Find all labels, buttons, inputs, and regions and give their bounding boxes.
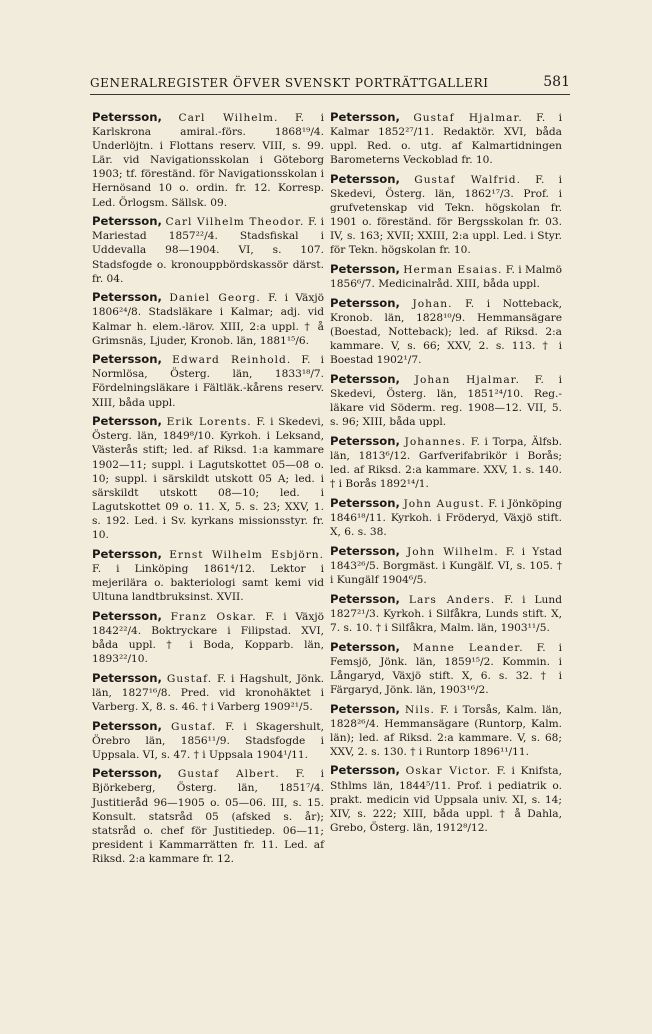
entry-surname: Petersson,	[330, 171, 400, 186]
register-entry	[92, 719, 324, 762]
entry-biography: F. i Torpa, Älfsb. län, 1813⁶/12. Garfverifabrikör i Borås; led. af Riksd. 2:a kammare. XXV, 1. s. 140. † i Borås 1892¹⁴/1.	[330, 435, 562, 491]
entry-biography: F. i Mariestad 1857²²/4. Stadsfiskal i Uddevalla 98—1904. VI, s. 107. Stadsfogde o. kronouppbördskassör därst. fr. 04.	[92, 216, 324, 285]
register-entry	[92, 671, 324, 714]
header-rule	[90, 94, 570, 95]
entry-surname: Petersson,	[330, 701, 400, 716]
entry-given-names: Gustaf Albert.	[177, 768, 280, 781]
register-entry	[92, 110, 324, 210]
entry-biography: F. i Skedevi, Österg. län, 1862¹⁷/3. Prof. i grufvetenskap vid Tekn. högskolan fr. 1901 o. föreständ. för Bergsskolan fr. 03. IV, s. 163; XVII; XXIII, 2:a uppl. Led. i Styr. för Tekn. högskolan fr. 10.	[330, 173, 563, 257]
register-entry	[92, 547, 324, 604]
entry-given-names: Carl Wilhelm.	[178, 112, 279, 124]
entry-given-names: Johan Hjalmar.	[414, 373, 520, 386]
register-entry	[330, 544, 562, 587]
entry-given-names: Gustaf.	[166, 672, 213, 685]
register-entry	[330, 640, 562, 697]
entry-surname: Petersson,	[92, 290, 162, 305]
entry-biography: F. i Hagshult, Jönk. län, 1827¹⁶/8. Pred. vid kronohäktet i Varberg. X, 8. s. 46. † i Varberg 1909²¹/5.	[92, 672, 324, 713]
register-entry	[92, 414, 324, 542]
entry-surname: Petersson,	[92, 608, 162, 623]
entry-surname: Petersson,	[330, 495, 400, 510]
register-entry	[330, 702, 562, 759]
entry-given-names: Johan.	[412, 297, 453, 310]
entry-given-names: Gustaf Walfrid.	[414, 173, 521, 186]
register-entry	[92, 609, 324, 666]
entry-given-names: Edward Reinhold.	[172, 354, 292, 367]
entry-biography: F. i Normlösa, Österg. län, 1833¹⁸/7. Fördelningsläkare i Fältläk.-kårens reserv. XIII, båda uppl.	[92, 354, 324, 409]
register-entry	[330, 296, 562, 367]
entry-biography: F. i Ystad 1843²⁶/5. Borgmäst. i Kungälf. VI, s. 105. † i Kungälf 1904⁶/5.	[330, 545, 563, 586]
register-entry	[92, 214, 324, 285]
entry-biography: F. i Knifsta, Sthlms län, 1844⁵/11. Prof. i pediatrik o. prakt. medicin vid Uppsala univ. XI, s. 14; XIV, s. 222; XIII, båda uppl. † å Dahla, Grebo, Österg. län, 1912⁸/12.	[330, 765, 562, 834]
entry-given-names: Nils.	[405, 703, 435, 716]
register-entry	[330, 110, 562, 167]
running-title: GENERALREGISTER ÖFVER SVENSKT PORTRÄTTGALLERI	[90, 76, 489, 90]
entry-biography: F. i Karlskrona amiral.-förs. 1868¹⁹/4. Underlöjtn. i Flottans reserv. VIII, s. 99. Lär. vid Navigationsskolan i Göteborg 1903; tf. föreständ. för Navigationsskolan i Hernösand 10 o. ordin. fr. 12. Korresp. Led. Örlogsm. Sällsk. 09.	[92, 112, 324, 209]
entry-given-names: Lars Anders.	[408, 593, 496, 606]
right-column	[330, 110, 562, 840]
entry-surname: Petersson,	[92, 110, 162, 124]
entry-surname: Petersson,	[330, 763, 400, 778]
left-column	[92, 110, 324, 871]
entry-given-names: Manne Leander.	[412, 641, 524, 654]
entry-biography: F. i Malmö 1856⁶/7. Medicinalråd. XIII, båda uppl.	[330, 264, 562, 291]
entry-surname: Petersson,	[92, 766, 162, 781]
entry-given-names: Gustaf.	[170, 720, 217, 733]
entry-surname: Petersson,	[330, 262, 400, 277]
register-entry	[92, 766, 324, 866]
entry-given-names: Johannes.	[404, 435, 467, 448]
register-entry	[330, 372, 562, 429]
entry-surname: Petersson,	[92, 670, 162, 685]
entry-surname: Petersson,	[92, 414, 162, 429]
entry-surname: Petersson,	[330, 295, 400, 310]
entry-surname: Petersson,	[92, 546, 162, 561]
register-entry	[330, 763, 562, 834]
entry-surname: Petersson,	[92, 352, 162, 367]
entry-given-names: Oskar Victor.	[405, 765, 491, 778]
entry-biography: F. i Notteback, Kronob. län, 1828¹⁰/9. Hemmansägare (Boestad, Notteback); led. af Riksd. 2:a kammare. V, s. 66; XXV, 2. s. 113. † i Boestad 1902¹/7.	[330, 297, 562, 367]
register-entry	[330, 172, 562, 258]
register-entry	[330, 262, 562, 291]
entry-surname: Petersson,	[330, 543, 400, 558]
entry-biography: F. i Torsås, Kalm. län, 1828²⁶/4. Hemmansägare (Runtorp, Kalm. län); led. af Riksd. 2:a kammare. V, s. 68; XXV, 2. s. 130. † i Runtorp 1896¹¹/11.	[330, 703, 562, 758]
entry-biography: F. i Växjö 1842²²/4. Boktryckare i Filipstad. XVI, båda uppl. † i Boda, Kopparb. län, 1893²²/10.	[92, 610, 324, 665]
entry-given-names: Daniel Georg.	[169, 292, 261, 305]
entry-surname: Petersson,	[330, 639, 400, 654]
entry-biography: F. i Skedevi, Österg. län, 1851²⁴/10. Reg.-läkare vid Söderm. reg. 1908—12. VII, 5. s. 96; XIII, båda uppl.	[330, 373, 562, 429]
register-entry	[330, 496, 562, 539]
entry-given-names: Franz Oskar.	[170, 610, 257, 623]
entry-surname: Petersson,	[92, 214, 162, 229]
entry-biography: F. i Lund 1827²¹/3. Kyrkoh. i Silfåkra, Lunds stift. X, 7. s. 10. † i Silfåkra, Malm. län, 1903¹¹/5.	[330, 593, 562, 634]
entry-biography: F. i Björkeberg, Österg. län, 1851⁷/4. Justitieråd 96—1905 o. 05—06. III, s. 15. Konsult. statsråd 05 (afsked s. år); statsråd o. chef för Justitiedep. 06—11; president i Kammarrätten fr. 11. Led. af Riksd. 2:a kammare fr. 12.	[92, 768, 324, 865]
entry-given-names: Erik Lorents.	[166, 416, 252, 429]
page-number: 581	[543, 74, 570, 90]
entry-surname: Petersson,	[92, 718, 162, 733]
register-entry	[92, 352, 324, 409]
entry-biography: F. i Jönköping 1846¹⁸/11. Kyrkoh. i Fröderyd, Växjö stift. X, 6. s. 38.	[330, 497, 562, 539]
register-entry	[330, 592, 562, 635]
entry-biography: F. i Femsjö, Jönk. län, 1859¹⁵/2. Kommin. i Långaryd, Växjö stift. X, 6. s. 32. † i Färgaryd, Jönk. län, 1903¹⁶/2.	[330, 641, 562, 696]
entry-given-names: John Wilhelm.	[406, 545, 499, 558]
entry-surname: Petersson,	[330, 110, 400, 124]
entry-surname: Petersson,	[330, 371, 400, 386]
entry-biography: F. i Kalmar 1852²⁷/11. Redaktör. XVI, båda uppl. Red. o. utg. af Kalmartidningen Barometerns Veckoblad fr. 10.	[330, 112, 562, 167]
entry-surname: Petersson,	[330, 591, 400, 606]
entry-biography: F. i Skagershult, Örebro län, 1856¹¹/9. Stadsfogde i Uppsala. VI, s. 47. † i Uppsala 1904¹/11.	[92, 720, 325, 761]
entry-given-names: Herman Esaias.	[403, 264, 503, 277]
entry-given-names: John August.	[403, 497, 485, 510]
entry-given-names: Carl Vilhelm Theodor.	[165, 216, 305, 229]
entry-given-names: Gustaf Hjalmar.	[413, 112, 523, 124]
entry-biography: F. i Linköping 1861⁴/12. Lektor i mejerilära o. bakteriologi samt kemi vid Ultuna landtbruksinst. XVII.	[92, 562, 324, 603]
entry-biography: F. i Skedevi, Österg. län, 1849⁸/10. Kyrkoh. i Leksand, Västerås stift; led. af Riksd. 1:a kammare 1902—11; suppl. i Lagutskottet 05—08 o. 10; suppl. i särskildt utskott 05 A; led. i särskildt utskott 08—10; led. i Lagutskottet 09 o. 11. X, 5. s. 23; XXV, 1. s. 192. Led. i Sv. kyrkans missionsstyr. fr. 10.	[92, 416, 324, 541]
entry-biography: F. i Växjö 1806²⁴/8. Stadsläkare i Kalmar; adj. vid Kalmar h. elem.-lärov. XIII, 2:a uppl. † å Grimsnäs, Ljuder, Kronob. län, 1881¹⁵/6.	[92, 292, 324, 347]
page-header	[90, 74, 570, 94]
register-entry	[92, 290, 324, 347]
entry-given-names: Ernst Wilhelm Esbjörn.	[169, 548, 324, 561]
entry-surname: Petersson,	[330, 433, 400, 448]
register-entry	[330, 434, 562, 491]
